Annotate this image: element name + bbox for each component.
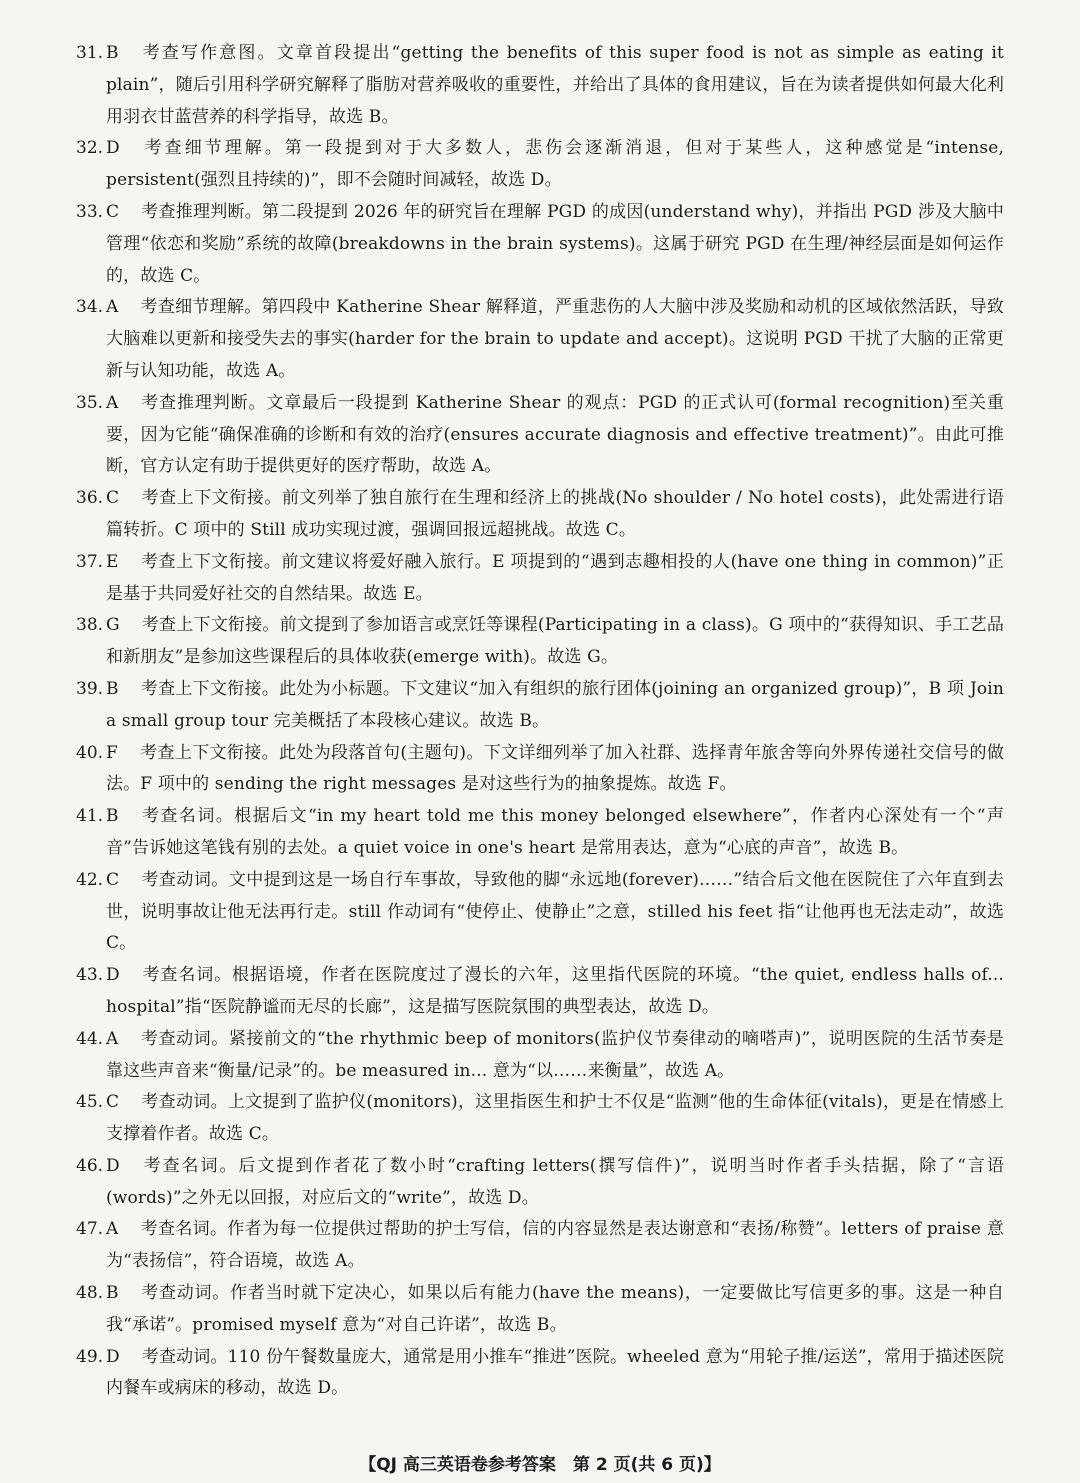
answer-letter: A: [106, 1219, 119, 1240]
explanation-text: [106, 133, 1004, 197]
answer-letter: B: [106, 1283, 119, 1304]
explanation-body: 考查名词。根据后文“in my heart told me this money belonged elsewhere”，作者内心深处有一个“声音”告诉她这笔钱有别的去处。a quiet voice in one's heart 是常用表达，意为“心底的声音”，故选 B。: [106, 806, 1004, 858]
answer-item: [76, 1342, 1004, 1406]
explanation-body: 考查名词。根据语境，作者在医院度过了漫长的六年，这里指代医院的环境。“the quiet, endless halls of... hospital”指“医院静谧而无尽的长廊”，这是描写医院氛围的典型表达，故选 D。: [106, 965, 1004, 1017]
question-number: 38.: [76, 615, 104, 636]
answer-item: [76, 674, 1004, 738]
answer-item: [76, 547, 1004, 611]
answer-letter: G: [106, 615, 120, 636]
answer-item: [76, 1024, 1004, 1088]
explanation-text: [106, 38, 1004, 133]
explanation-body: 考查动词。作者当时就下定决心，如果以后有能力(have the means)，一定要做比写信更多的事。这是一种自我“承诺”。promised myself 意为“对自己许诺”，故选 B。: [106, 1283, 1004, 1335]
answer-letter: D: [106, 138, 120, 159]
question-number: 42.: [76, 869, 104, 890]
answer-letter: C: [106, 1092, 120, 1113]
explanation-body: 考查上下文衔接。此处为小标题。下文建议“加入有组织的旅行团体(joining an organized group)”，B 项 Join a small group tour 完美概括了本段核心建议。故选 B。: [106, 678, 1004, 731]
answer-item: [76, 133, 1004, 197]
explanation-text: [106, 547, 1004, 611]
explanation-body: 考查名词。后文提到作者花了数小时“crafting letters(撰写信件)”，说明当时作者手头拮据，除了“言语(words)”之外无以回报，对应后文的“write”，故选 D。: [106, 1155, 1004, 1208]
explanation-body: 考查动词。文中提到这是一场自行车事故，导致他的脚“永远地(forever)……”结合后文他在医院住了六年直到去世，说明事故让他无法再行走。still 作动词有“使停止、使静止”之意，stilled his feet 指“让他再也无法走动”，故选 C。: [106, 869, 1004, 954]
explanation-text: [106, 865, 1004, 960]
answer-item: [76, 960, 1004, 1024]
answer-item: [76, 1151, 1004, 1215]
question-number: 32.: [76, 138, 104, 159]
explanation-text: [106, 1278, 1004, 1342]
explanation-text: [106, 960, 1004, 1024]
explanation-body: 考查动词。紧接前文的“the rhythmic beep of monitors(监护仪节奏律动的嘀嗒声)”，说明医院的生活节奏是靠这些声音来“衡量/记录”的。be measured in... 意为“以……来衡量”，故选 A。: [106, 1028, 1004, 1081]
explanation-text: [106, 1151, 1004, 1215]
explanation-body: 考查上下文衔接。前文提到了参加语言或烹饪等课程(Participating in a class)。G 项中的“获得知识、手工艺品和新朋友”是参加这些课程后的具体收获(emerge with)。故选 G。: [106, 615, 1004, 668]
answer-item: [76, 1214, 1004, 1278]
explanation-text: [106, 1214, 1004, 1278]
explanation-text: [106, 388, 1004, 483]
explanation-text: [106, 1342, 1004, 1406]
question-number: 43.: [76, 965, 104, 986]
answer-item: [76, 483, 1004, 547]
answer-item: [76, 197, 1004, 292]
question-number: 34.: [76, 297, 104, 318]
answer-letter: D: [106, 1346, 120, 1367]
question-number: 37.: [76, 551, 104, 572]
answer-letter: A: [106, 1028, 119, 1049]
question-number: 33.: [76, 201, 104, 222]
answer-letter: F: [106, 742, 118, 763]
answer-item: [76, 738, 1004, 802]
explanation-body: 考查写作意图。文章首段提出“getting the benefits of this super food is not as simple as eating it plain”，随后引用科学研究解释了脂肪对营养吸收的重要性，并给出了具体的食用建议，旨在为读者提供如何最大化利用羽衣甘蓝营养的科学指导，故选 B。: [106, 43, 1004, 127]
answer-item: [76, 38, 1004, 133]
explanation-text: [106, 1087, 1004, 1151]
answer-item: [76, 388, 1004, 483]
question-number: 41.: [76, 806, 104, 827]
answer-list: [76, 38, 1004, 1405]
explanation-body: 考查上下文衔接。此处为段落首句(主题句)。下文详细列举了加入社群、选择青年旅舍等向外界传递社交信号的做法。F 项中的 sending the right messages 是对这些行为的抽象提炼。故选 F。: [106, 742, 1004, 795]
question-number: 46.: [76, 1155, 104, 1176]
question-number: 39.: [76, 678, 104, 699]
explanation-text: [106, 674, 1004, 738]
explanation-text: [106, 483, 1004, 547]
answer-letter: C: [106, 488, 120, 509]
answer-letter: A: [106, 392, 119, 413]
answer-letter: E: [106, 551, 119, 572]
question-number: 49.: [76, 1346, 104, 1367]
explanation-body: 考查动词。上文提到了监护仪(monitors)，这里指医生和护士不仅是“监测”他的生命体征(vitals)，更是在情感上支撑着作者。故选 C。: [106, 1092, 1004, 1145]
answer-item: [76, 292, 1004, 387]
page-footer: 【QJ 高三英语卷参考答案 第 2 页(共 6 页)】: [359, 1455, 721, 1475]
question-number: 36.: [76, 488, 104, 509]
explanation-text: [106, 197, 1004, 292]
answer-letter: B: [106, 806, 119, 827]
answer-item: [76, 801, 1004, 865]
answer-letter: A: [106, 297, 119, 318]
question-number: 45.: [76, 1092, 104, 1113]
explanation-text: [106, 738, 1004, 802]
answer-item: [76, 1278, 1004, 1342]
explanation-body: 考查推理判断。文章最后一段提到 Katherine Shear 的观点：PGD 的正式认可(formal recognition)至关重要，因为它能“确保准确的诊断和有效的治疗(ensures accurate diagnosis and effective treatment)”。由此可推断，官方认定有助于提供更好的医疗帮助，故选 A。: [106, 392, 1004, 477]
explanation-body: 考查推理判断。第二段提到 2026 年的研究旨在理解 PGD 的成因(understand why)，并指出 PGD 涉及大脑中管理“依恋和奖励”系统的故障(breakdowns in the brain systems)。这属于研究 PGD 在生理/神经层面是如何运作的，故选 C。: [106, 201, 1004, 286]
question-number: 40.: [76, 742, 104, 763]
question-number: 44.: [76, 1028, 104, 1049]
explanation-text: [106, 610, 1004, 674]
answer-letter: C: [106, 201, 120, 222]
answer-letter: C: [106, 869, 120, 890]
question-number: 35.: [76, 392, 104, 413]
answer-item: [76, 1087, 1004, 1151]
question-number: 48.: [76, 1283, 104, 1304]
explanation-body: 考查细节理解。第一段提到对于大多数人，悲伤会逐渐消退，但对于某些人，这种感觉是“intense, persistent(强烈且持续的)”，即不会随时间减轻，故选 D。: [106, 138, 1004, 191]
answer-item: [76, 610, 1004, 674]
explanation-body: 考查动词。110 份午餐数量庞大，通常是用小推车“推进”医院。wheeled 意为“用轮子推/运送”，常用于描述医院内餐车或病床的移动，故选 D。: [106, 1346, 1004, 1399]
answer-item: [76, 865, 1004, 960]
answer-letter: D: [106, 1155, 120, 1176]
explanation-text: [106, 1024, 1004, 1088]
answer-letter: B: [106, 678, 119, 699]
explanation-body: 考查名词。作者为每一位提供过帮助的护士写信，信的内容显然是表达谢意和“表扬/称赞”。letters of praise 意为“表扬信”，符合语境，故选 A。: [106, 1219, 1004, 1272]
explanation-text: [106, 292, 1004, 387]
explanation-body: 考查细节理解。第四段中 Katherine Shear 解释道，严重悲伤的人大脑中涉及奖励和动机的区域依然活跃，导致大脑难以更新和接受失去的事实(harder for the brain to update and accept)。这说明 PGD 干扰了大脑的正常更新与认知功能，故选 A。: [106, 297, 1004, 381]
explanation-body: 考查上下文衔接。前文列举了独自旅行在生理和经济上的挑战(No shoulder / No hotel costs)，此处需进行语篇转折。C 项中的 Still 成功实现过渡，强调回报远超挑战。故选 C。: [106, 488, 1004, 540]
question-number: 47.: [76, 1219, 104, 1240]
explanation-body: 考查上下文衔接。前文建议将爱好融入旅行。E 项提到的“遇到志趣相投的人(have one thing in common)”正是基于共同爱好社交的自然结果。故选 E。: [106, 551, 1004, 604]
question-number: 31.: [76, 43, 104, 63]
answer-letter: B: [106, 43, 119, 63]
explanation-text: [106, 801, 1004, 865]
answer-letter: D: [106, 965, 120, 986]
